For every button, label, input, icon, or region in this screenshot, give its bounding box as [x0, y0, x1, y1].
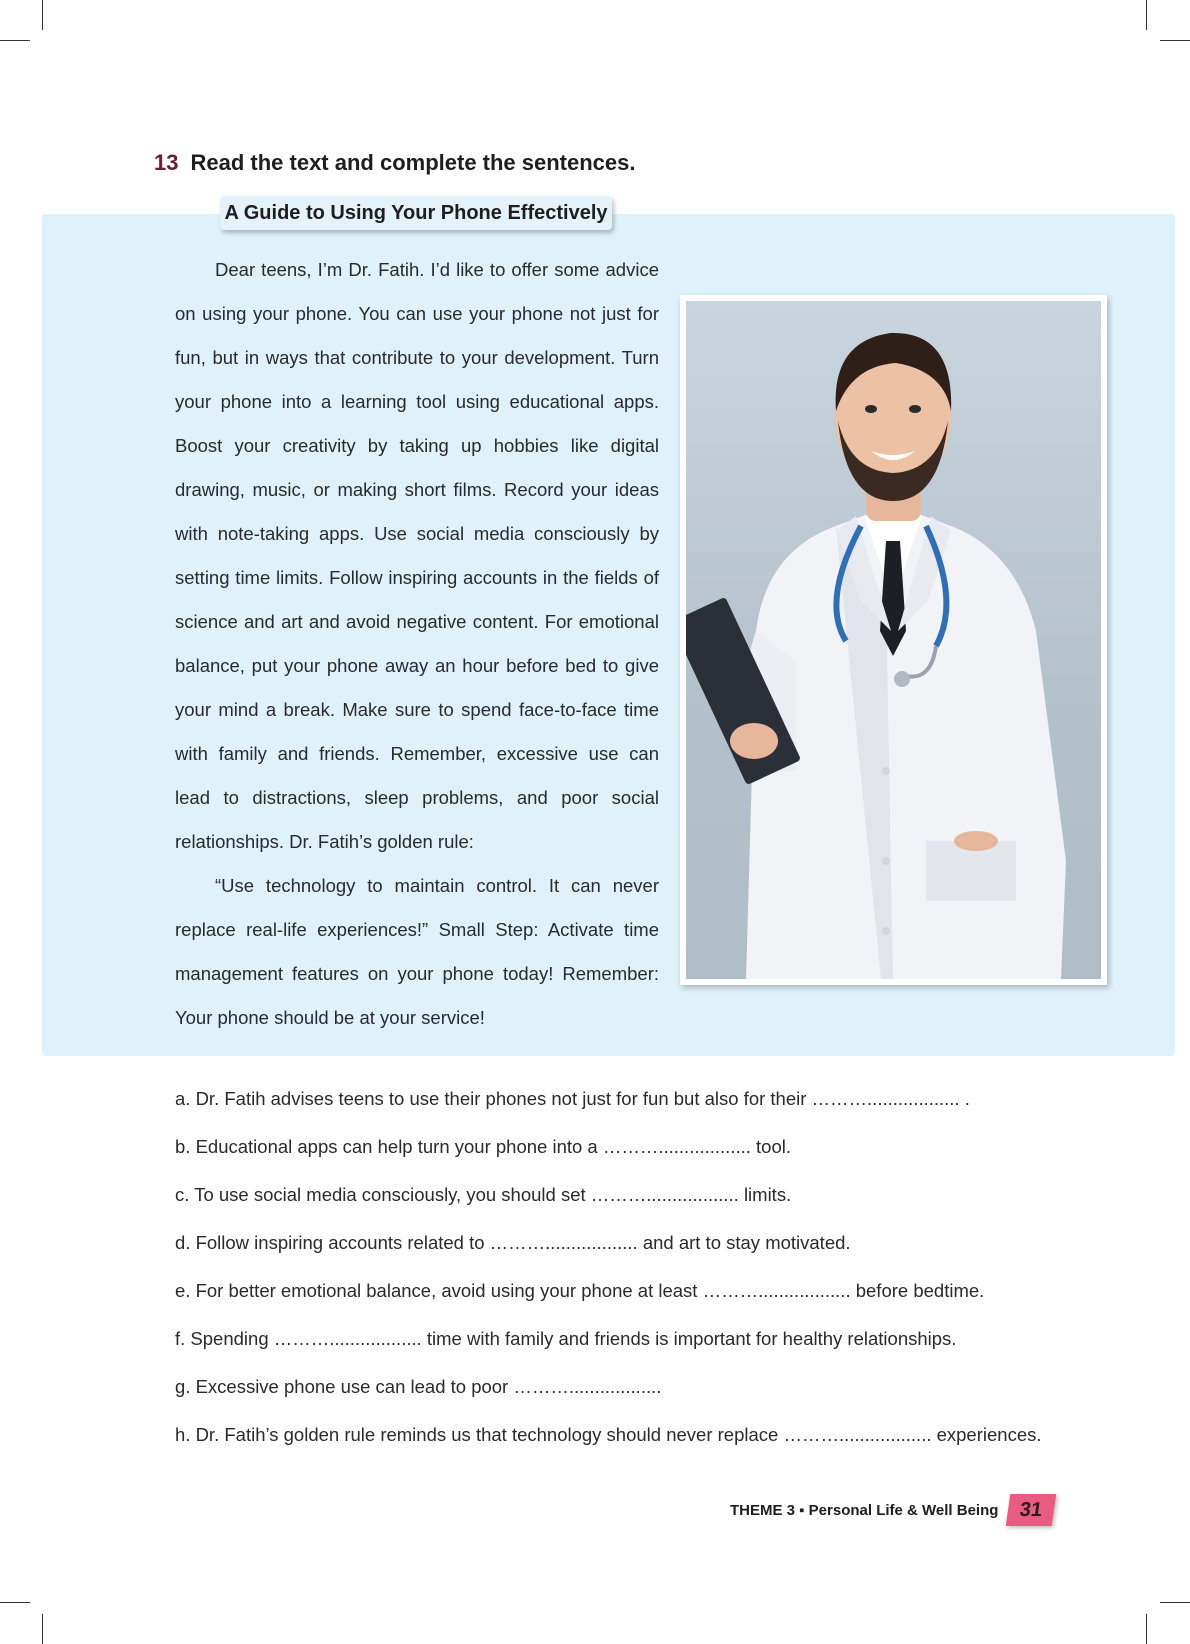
question-list	[175, 1082, 1075, 1466]
question-item: b. Educational apps can help turn your phone into a ……….................. tool.	[175, 1136, 791, 1157]
question-item: f. Spending ……….................. time with family and friends is important for healthy relationships.	[175, 1328, 957, 1349]
crop-mark	[42, 0, 43, 30]
doctor-photo	[686, 301, 1101, 979]
crop-mark	[1160, 1602, 1190, 1603]
page-footer	[730, 1494, 1054, 1526]
page-number-badge: 31	[1006, 1494, 1056, 1526]
crop-mark	[0, 1602, 30, 1603]
question-item: e. For better emotional balance, avoid using your phone at least ……….................. before bedtime.	[175, 1280, 985, 1301]
crop-mark	[1146, 0, 1147, 30]
crop-mark	[1160, 40, 1190, 41]
question-item: g. Excessive phone use can lead to poor ………..................	[175, 1376, 662, 1397]
reading-title: A Guide to Using Your Phone Effectively	[220, 196, 612, 230]
crop-mark	[42, 1614, 43, 1644]
question-item: c. To use social media consciously, you should set ……….................. limits.	[175, 1184, 792, 1205]
question-item: d. Follow inspiring accounts related to ……….................. and art to stay motivated.	[175, 1232, 851, 1253]
passage-paragraph: Dear teens, I’m Dr. Fatih. I’d like to offer some advice on using your phone. You can use your phone not just for fun, but in ways that contribute to your development. Turn your phone into a learning tool using educational apps. Boost your creativity by taking up hobbies like digital drawing, music, or making short films. Record your ideas with note-taking apps. Use social media consciously by setting time limits. Follow inspiring accounts in the fields of science and art and avoid negative content. For emotional balance, put your phone away an hour before bed to give your mind a break. Make sure to spend face-to-face time with family and friends. Remember, excessive use can lead to distractions, sleep problems, and poor social relationships. Dr. Fatih’s golden rule:	[175, 259, 659, 852]
crop-mark	[1146, 1614, 1147, 1644]
exercise-header	[154, 150, 636, 176]
doctor-illustration	[686, 301, 1101, 979]
doctor-photo-frame	[680, 295, 1107, 985]
crop-mark	[0, 40, 30, 41]
reading-passage	[175, 248, 659, 1040]
footer-theme: THEME 3 ▪ Personal Life & Well Being	[730, 1501, 999, 1519]
exercise-number: 13	[154, 150, 179, 175]
exercise-instruction: Read the text and complete the sentences.	[190, 150, 636, 175]
question-item: a. Dr. Fatih advises teens to use their phones not just for fun but also for their ……….................. .	[175, 1088, 970, 1109]
question-item: h. Dr. Fatih’s golden rule reminds us that technology should never replace ……….................. experiences.	[175, 1424, 1042, 1445]
passage-paragraph: “Use technology to maintain control. It can never replace real-life experiences!” Small Step: Activate time management features on your phone today! Remember: Your phone should be at your service!	[175, 875, 659, 1028]
